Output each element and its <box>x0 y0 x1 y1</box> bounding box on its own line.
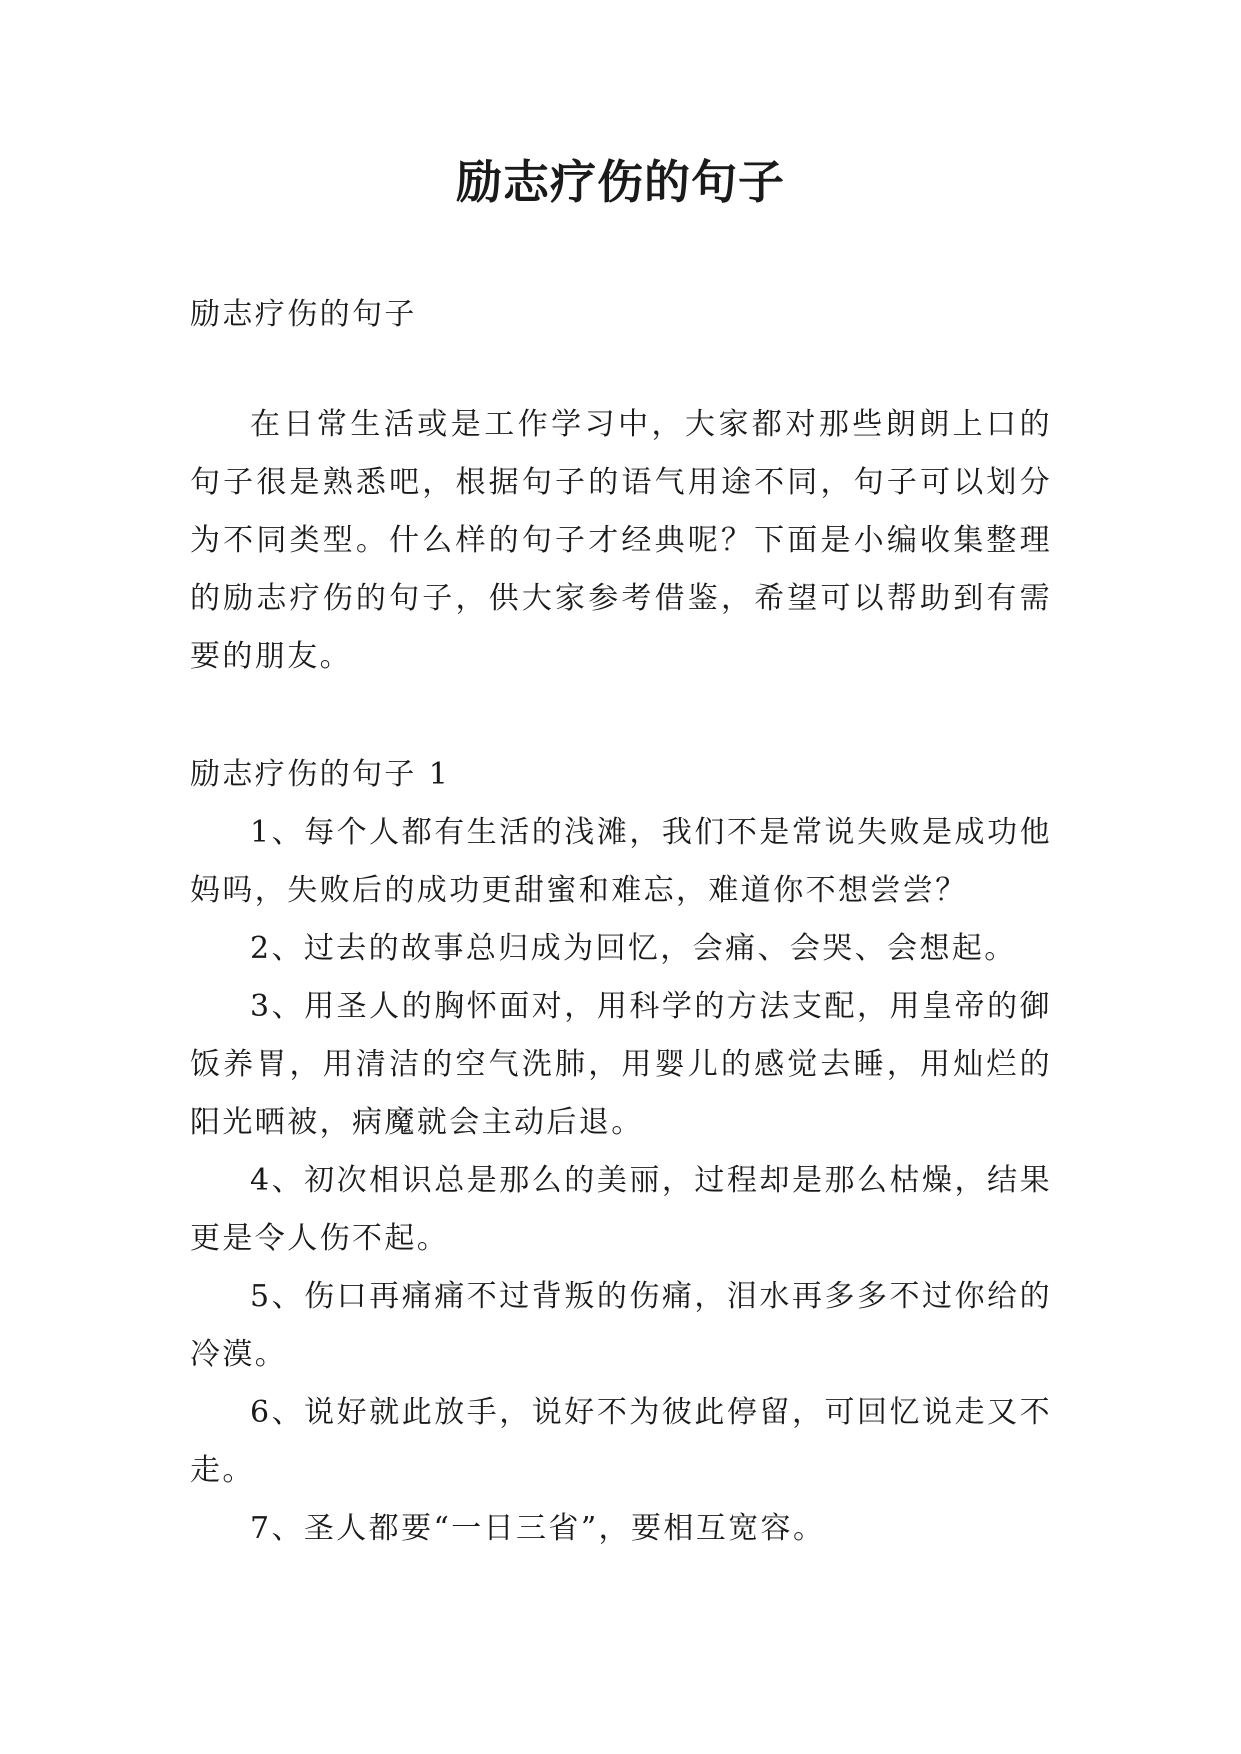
section-heading: 励志疗伤的句子 1 <box>190 757 451 792</box>
list-item: 3、用圣人的胸怀面对，用科学的方法支配，用皇帝的御饭养胃，用清洁的空气洗肺，用婴儿的感觉去睡，用灿烂的阳光晒被，病魔就会主动后退。 <box>190 989 1052 1140</box>
list-item: 7、圣人都要“一日三省”，要相互宽容。 <box>250 1511 826 1546</box>
list-item: 2、过去的故事总归成为回忆，会痛、会哭、会想起。 <box>250 931 1017 966</box>
list-item: 5、伤口再痛痛不过背叛的伤痛，泪水再多多不过你给的冷漠。 <box>190 1279 1052 1372</box>
list-item: 1、每个人都有生活的浅滩，我们不是常说失败是成功他妈吗，失败后的成功更甜蜜和难忘，难道你不想尝尝？ <box>190 815 1052 908</box>
document-body <box>190 286 1052 1558</box>
document-title: 励志疗伤的句子 <box>456 155 785 209</box>
intro-paragraph: 在日常生活或是工作学习中，大家都对那些朗朗上口的句子很是熟悉吧，根据句子的语气用途不同，句子可以划分为不同类型。什么样的句子才经典呢？下面是小编收集整理的励志疗伤的句子，供大家参考借鉴，希望可以帮助到有需要的朋友。 <box>190 407 1052 674</box>
list-item: 4、初次相识总是那么的美丽，过程却是那么枯燥，结果更是令人伤不起。 <box>190 1163 1052 1256</box>
list-item: 6、说好就此放手，说好不为彼此停留，可回忆说走又不走。 <box>190 1395 1052 1488</box>
document-subtitle: 励志疗伤的句子 <box>190 297 417 332</box>
